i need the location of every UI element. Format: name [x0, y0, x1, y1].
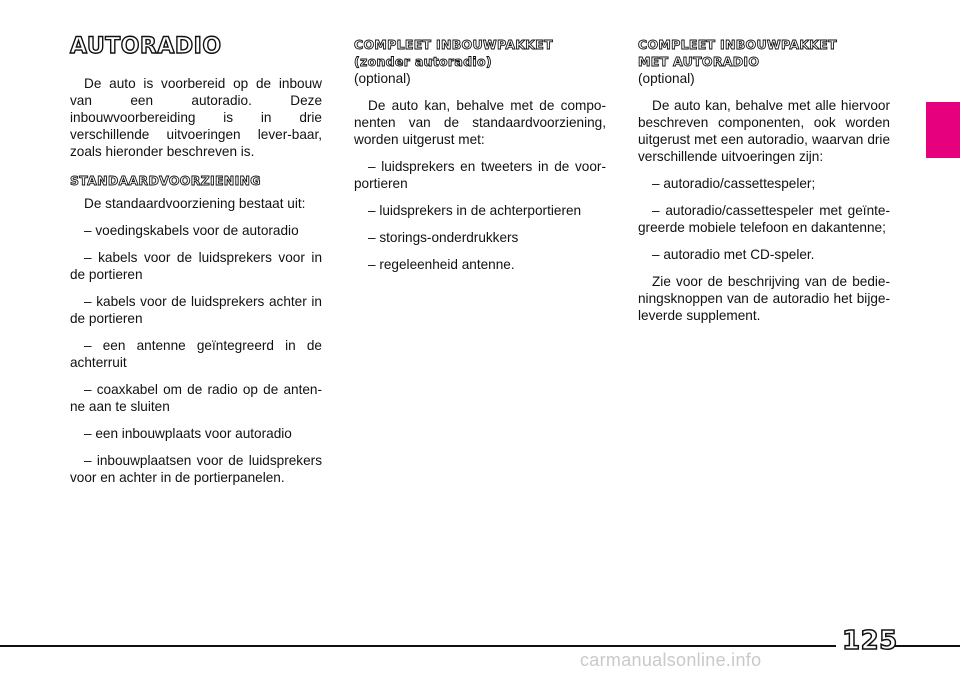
list-item: – coaxkabel om de radio op de anten-ne aan te sluiten	[70, 382, 322, 414]
list-item: – storings-onderdrukkers	[368, 230, 519, 245]
list-item: – voedingskabels voor de autoradio	[84, 223, 299, 238]
closing-paragraph: Zie voor de beschrijving van de bedie-ningsknoppen van de autoradio het bijge-leverde supplement.	[638, 274, 890, 323]
watermark: carmanualsonline.info	[580, 650, 762, 670]
list-item: – kabels voor de luidsprekers achter in de portieren	[70, 294, 322, 326]
section-title-line1: COMPLEET INBOUWPAKKET	[638, 37, 837, 52]
section-title-line2: MET AUTORADIO	[638, 54, 760, 69]
column-1	[70, 36, 322, 496]
intro-paragraph: De auto kan, behalve met de compo-nenten van de standaardvoorziening, worden uitgerust met:	[354, 98, 606, 147]
list-item: – kabels voor de luidsprekers voor in de portieren	[70, 250, 322, 282]
list-item: – autoradio/cassettespeler;	[652, 176, 816, 191]
intro-paragraph: De auto kan, behalve met alle hiervoor beschreven componenten, ook worden uitgerust met een autoradio, waarvan drie verschillende uitvoeringen zijn:	[638, 98, 890, 164]
section-title-line1: COMPLEET INBOUWPAKKET	[354, 37, 553, 52]
intro-paragraph: De auto is voorbereid op de inbouw van een autoradio. Deze inbouwvoorbereiding is in drie verschillende uitvoeringen lever-baar, zoals hieronder beschreven is.	[70, 76, 322, 159]
optional-label: (optional)	[638, 71, 695, 86]
section-intro: De standaardvoorziening bestaat uit:	[84, 196, 306, 211]
list-item: – luidsprekers in de achterportieren	[368, 203, 582, 218]
list-item: – een inbouwplaats voor autoradio	[84, 426, 292, 441]
page-number: 125	[842, 626, 898, 656]
list-item: – luidsprekers en tweeters in de voor-portieren	[354, 159, 606, 191]
list-item: – regeleenheid antenne.	[368, 257, 515, 272]
list-item: – autoradio met CD-speler.	[652, 247, 815, 262]
optional-label: (optional)	[354, 71, 411, 86]
page-title: AUTORADIO	[70, 34, 222, 59]
list-item: – een antenne geïntegreerd in de achterruit	[70, 338, 322, 370]
list-item: – autoradio/cassettespeler met geïnte-greerde mobiele telefoon en dakantenne;	[638, 203, 890, 235]
section-title: STANDAARDVOORZIENING	[70, 173, 261, 188]
chapter-tab	[926, 102, 960, 158]
column-2	[354, 36, 606, 283]
section-title-line2: (zonder autoradio)	[354, 54, 492, 69]
footer-rule	[0, 645, 960, 647]
column-3	[638, 36, 890, 334]
list-item: – inbouwplaatsen voor de luidsprekers voor en achter in de portierpanelen.	[70, 453, 322, 485]
